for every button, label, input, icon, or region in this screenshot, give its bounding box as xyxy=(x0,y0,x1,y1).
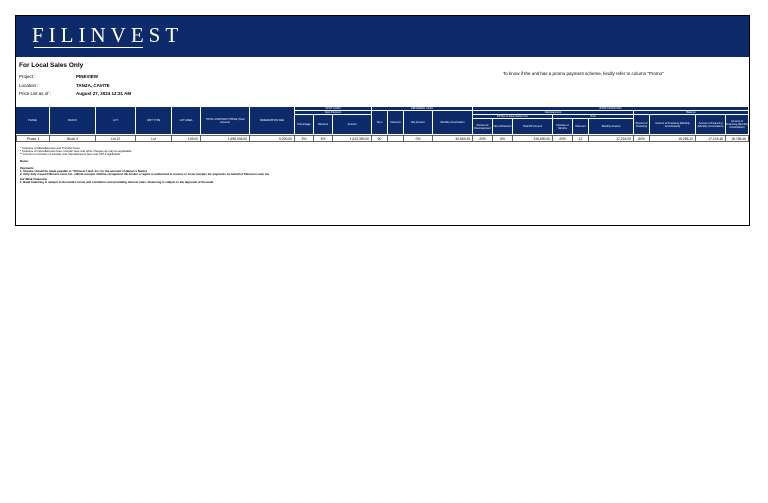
group-header-deferred-cash: DEFERRED CASH xyxy=(372,107,473,111)
table-cell: 16,255.10 xyxy=(650,135,696,142)
subgroup-dp-terms: Term xyxy=(553,115,634,119)
column-header: Monthly Amount xyxy=(589,119,634,135)
table-cell: 5% xyxy=(295,135,314,142)
column-header: Monthly Amortization xyxy=(433,111,473,135)
table-cell: Lot 12 xyxy=(96,135,136,142)
note-line: 1. Bank financing is subject to the bank's terms and conditions and prevailing interest rates. Financing is subject to the approval of the bank. xyxy=(20,180,214,184)
table-cell: 60 xyxy=(372,135,388,142)
note-line: * Inclusive of Miscellaneous and Transfer Fees xyxy=(20,146,80,150)
column-header: Amount xyxy=(333,115,372,135)
table-cell: 18,786.46 xyxy=(726,135,749,142)
column-header: Net Amount xyxy=(404,111,433,135)
location-label: Location : xyxy=(19,83,39,88)
column-header: Percentage xyxy=(295,115,314,135)
location-value: TANZA, CAVITE xyxy=(76,83,110,88)
logo-underline xyxy=(34,47,143,48)
column-header: Discount xyxy=(314,115,333,135)
group-header-bank-financing: BANK FINANCING xyxy=(473,107,749,111)
table-cell: 30,563.25 xyxy=(433,135,473,142)
column-header: LOT AREA xyxy=(172,107,201,135)
table-cell xyxy=(388,135,404,142)
subgroup-balance: Balance xyxy=(634,111,749,115)
column-header: Amount of Financing (Monthly Amortization) xyxy=(726,115,749,135)
table-cell: 5% xyxy=(314,135,333,142)
table-cell: Phase 1 xyxy=(16,135,50,142)
table-cell: 1,698,306.00 xyxy=(201,135,250,142)
column-header: Percent of Financing xyxy=(634,115,650,135)
table-cell: 1,613,390.00 xyxy=(333,135,372,142)
promo-note: To know if the unit has a promo payment scheme, kindly refer to column "Promo" xyxy=(503,71,664,76)
table-cell: Block 3 xyxy=(50,135,96,142)
table-cell: 5,000.00 xyxy=(250,135,295,142)
note-line: * Inclusive of miscellaneous fees, transfer fees and other charges as may be applicable xyxy=(20,149,132,153)
note-line: ** Amount is inclusive of transfer and miscellaneous fees and VAT if applicable xyxy=(20,152,121,156)
table-cell: 20% xyxy=(473,135,493,142)
column-header: Term xyxy=(372,111,388,135)
table-cell: 12 xyxy=(573,135,589,142)
project-value: PINEVIEW xyxy=(76,74,99,79)
group-header-spot-cash: SPOT CASH xyxy=(295,107,372,111)
filinvest-logo: FILINVEST xyxy=(32,23,184,47)
table-cell: 27,224.00 xyxy=(589,135,634,142)
price-table xyxy=(16,107,749,144)
column-header: Total DP Amount xyxy=(513,119,553,135)
column-header: PHASE xyxy=(16,107,50,135)
note-line: Payments xyxy=(20,166,34,170)
column-header: LOT xyxy=(96,107,136,135)
project-label: Project : xyxy=(19,74,36,79)
subgroup-dp-net-reservation: DP Net of Reservation Fee xyxy=(473,115,553,119)
subgroup-down-payment: Downpayment xyxy=(473,111,634,115)
table-cell: 80% xyxy=(634,135,650,142)
sales-scope-title: For Local Sales Only xyxy=(19,62,84,69)
column-header: Amount of Financing (Monthly Amortization) xyxy=(650,115,696,135)
column-header: Discount xyxy=(388,111,404,135)
column-header: BLOCK xyxy=(50,107,96,135)
table-cell: 316,690.00 xyxy=(513,135,553,142)
note-line: For Bank Financing xyxy=(20,177,47,181)
note-line: 1. Checks should be made payable to "Filinvest Land, Inc. for the account of (Buyer's Name) xyxy=(20,169,147,173)
price-list-sheet xyxy=(15,15,750,226)
price-list-date-value: August 27, 2024 12:31 AM xyxy=(76,91,132,96)
table-cell: 17,103.46 xyxy=(696,135,726,142)
column-header: TOTAL CONTRACT PRICE (Total Amount) xyxy=(201,107,250,135)
table-cell: 5% xyxy=(493,135,513,142)
subgroup-spot-discount: Spot Discount xyxy=(295,111,372,115)
column-header: UNIT TYPE xyxy=(136,107,172,135)
table-cell: 109.00 xyxy=(172,135,201,142)
header-banner xyxy=(16,16,749,57)
note-line: Notes: xyxy=(20,159,29,163)
table-cell: 20% xyxy=(553,135,573,142)
column-header: Net of Discount xyxy=(493,119,513,135)
table-cell: Lot xyxy=(136,135,172,142)
price-list-date-label: Price List as of : xyxy=(19,91,52,96)
column-header: Number of Months xyxy=(553,119,573,135)
column-header: Amount of Financing (Monthly Amortization) xyxy=(696,115,726,135)
note-line: 2. Only duly issued Filinvest Land, Inc. official receipts shall be recognized. No broker or agent is authorized to receive or issue receipts for payments on behalf of Filinvest Land, Inc. xyxy=(20,172,270,176)
column-header: Discount xyxy=(573,119,589,135)
table-cell: 0% xyxy=(404,135,433,142)
column-header: Percent of Downpayment xyxy=(473,119,493,135)
column-header: RESERVATION FEE xyxy=(250,107,295,135)
